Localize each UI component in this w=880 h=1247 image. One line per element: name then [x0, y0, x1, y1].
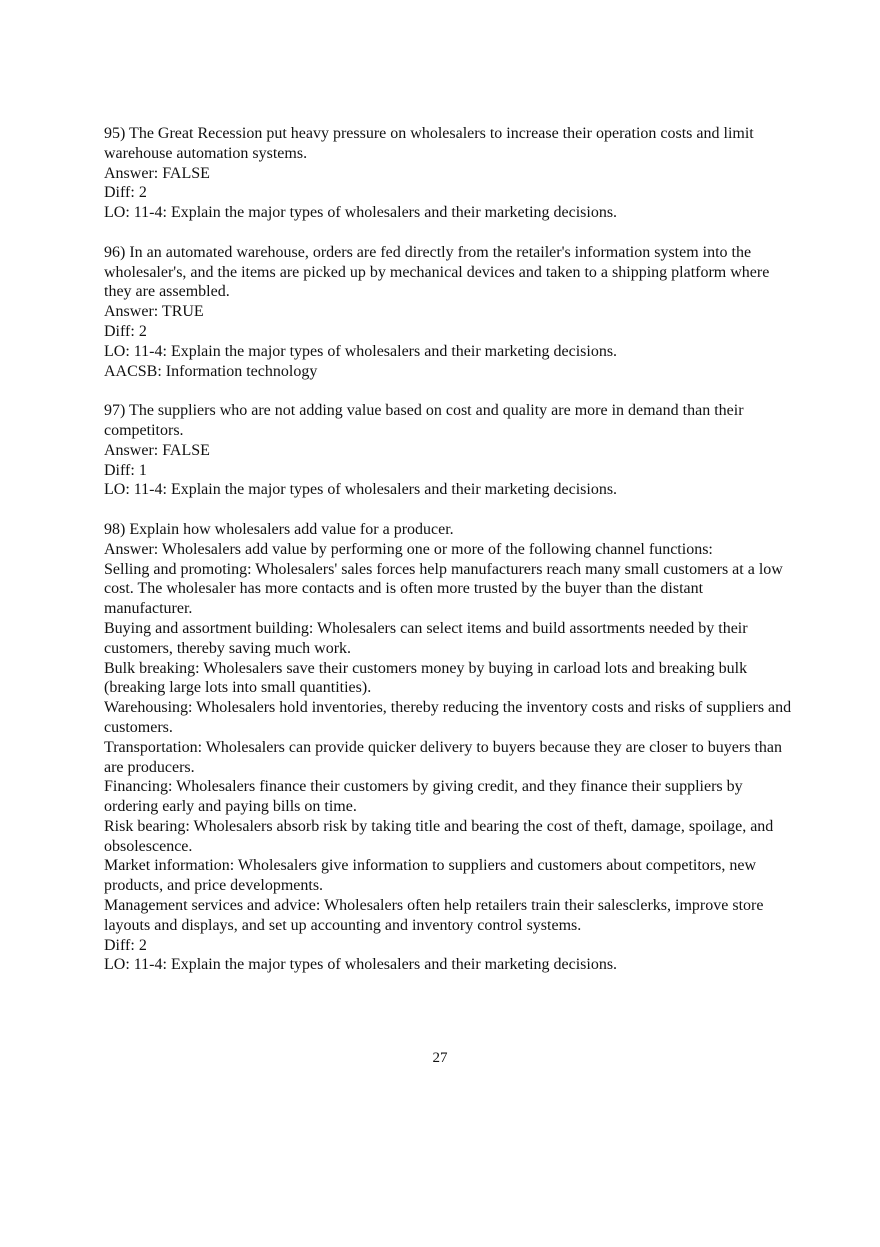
learning-objective-line: LO: 11-4: Explain the major types of wholesalers and their marketing decisions. — [104, 204, 618, 222]
document-body — [104, 124, 794, 995]
question-prompt: 97) The suppliers who are not adding value based on cost and quality are more in demand than their competitors. — [104, 402, 744, 439]
difficulty-line: Diff: 1 — [104, 461, 147, 479]
question-96 — [104, 243, 794, 382]
difficulty-line: Diff: 2 — [104, 936, 147, 954]
channel-function-item: Bulk breaking: Wholesalers save their customers money by buying in carload lots and breaking bulk (breaking large lots into small quantities). — [104, 659, 748, 697]
page-number: 27 — [432, 1050, 448, 1066]
answer-line: Answer: TRUE — [104, 303, 204, 321]
learning-objective-line: LO: 11-4: Explain the major types of wholesalers and their marketing decisions. — [104, 342, 618, 360]
question-prompt: 98) Explain how wholesalers add value for a producer. — [104, 520, 454, 538]
question-97 — [104, 401, 794, 500]
answer-line: Answer: FALSE — [104, 164, 210, 182]
question-98 — [104, 520, 794, 975]
channel-function-item: Buying and assortment building: Wholesalers can select items and build assortments needed by their customers, thereby saving much work. — [104, 619, 748, 657]
channel-function-item: Market information: Wholesalers give information to suppliers and customers about competitors, new products, and price developments. — [104, 857, 756, 895]
learning-objective-line: LO: 11-4: Explain the major types of wholesalers and their marketing decisions. — [104, 481, 618, 499]
channel-function-item: Transportation: Wholesalers can provide quicker delivery to buyers because they are closer to buyers than are producers. — [104, 738, 783, 776]
question-prompt: 96) In an automated warehouse, orders are fed directly from the retailer's information system into the wholesaler's, and the items are picked up by mechanical devices and taken to a shipping platform where they are assembled. — [104, 243, 770, 301]
channel-function-item: Risk bearing: Wholesalers absorb risk by taking title and bearing the cost of theft, damage, spoilage, and obsolescence. — [104, 817, 774, 855]
aacsb-line: AACSB: Information technology — [104, 362, 318, 380]
question-95 — [104, 124, 794, 223]
channel-function-item: Selling and promoting: Wholesalers' sales forces help manufacturers reach many small customers at a low cost. The wholesaler has more contacts and is often more trusted by the buyer than the distant manufacturer. — [104, 560, 783, 618]
channel-function-item: Financing: Wholesalers finance their customers by giving credit, and they finance their suppliers by ordering early and paying bills on time. — [104, 778, 743, 816]
learning-objective-line: LO: 11-4: Explain the major types of wholesalers and their marketing decisions. — [104, 956, 618, 974]
difficulty-line: Diff: 2 — [104, 184, 147, 202]
answer-line: Answer: FALSE — [104, 441, 210, 459]
channel-function-item: Management services and advice: Wholesalers often help retailers train their salesclerks, improve store layouts and displays, and set up accounting and inventory control systems. — [104, 897, 764, 934]
question-prompt: 95) The Great Recession put heavy pressure on wholesalers to increase their operation costs and limit warehouse automation systems. — [104, 125, 754, 162]
answer-line: Answer: Wholesalers add value by performing one or more of the following channel functions: — [104, 540, 713, 558]
channel-function-item: Warehousing: Wholesalers hold inventories, thereby reducing the inventory costs and risks of suppliers and customers. — [104, 699, 792, 736]
difficulty-line: Diff: 2 — [104, 322, 147, 340]
